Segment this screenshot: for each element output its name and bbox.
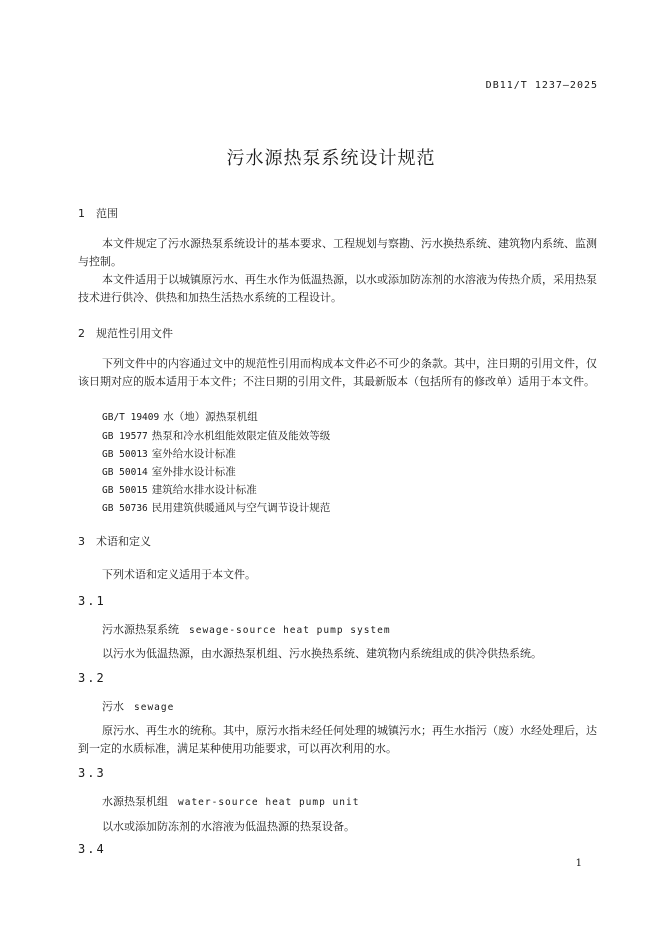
term-chinese: 污水源热泵系统 bbox=[102, 623, 179, 636]
reference-item bbox=[102, 409, 258, 424]
reference-code: GB 50015 bbox=[102, 485, 148, 496]
term-definition: 以水或添加防冻剂的水溶液为低温热源的热泵设备。 bbox=[102, 820, 355, 833]
section-title: 范围 bbox=[96, 207, 118, 220]
clause-number: 3.2 bbox=[78, 671, 106, 685]
term-chinese: 水源热泵机组 bbox=[102, 795, 168, 808]
scope-paragraph-1: 本文件规定了污水源热泵系统设计的基本要求、工程规划与察勘、污水换热系统、建筑物内系统、监测与控制。 bbox=[78, 237, 597, 268]
term-english: water-source heat pump unit bbox=[178, 797, 360, 808]
term-heading bbox=[102, 793, 359, 809]
term-english: sewage-source heat pump system bbox=[189, 625, 391, 636]
term-english: sewage bbox=[134, 702, 175, 713]
section-heading-terms bbox=[78, 533, 151, 549]
section-number: 1 bbox=[78, 207, 85, 220]
section-title: 术语和定义 bbox=[96, 535, 151, 548]
term-definition: 原污水、再生水的统称。其中，原污水指未经任何处理的城镇污水；再生水指污（废）水经处理后，达到一定的水质标准，满足某种使用功能要求，可以再次利用的水。 bbox=[78, 724, 597, 755]
section-number: 3 bbox=[78, 535, 85, 548]
reference-name: 民用建筑供暖通风与空气调节设计规范 bbox=[151, 502, 331, 514]
reference-name: 室外排水设计标准 bbox=[151, 466, 236, 478]
reference-item bbox=[102, 446, 236, 461]
reference-item bbox=[102, 428, 330, 443]
section-number: 2 bbox=[78, 327, 85, 340]
section-heading-normative bbox=[78, 325, 173, 341]
reference-name: 室外给水设计标准 bbox=[151, 448, 236, 460]
clause-number: 3.4 bbox=[78, 842, 106, 856]
reference-name: 建筑给水排水设计标准 bbox=[151, 484, 257, 496]
page-title: 污水源热泵系统设计规范 bbox=[226, 148, 436, 169]
clause-number: 3.1 bbox=[78, 594, 106, 608]
clause-number: 3.3 bbox=[78, 766, 106, 780]
reference-item bbox=[102, 464, 236, 479]
reference-code: GB/T 19409 bbox=[102, 412, 160, 423]
section-title: 规范性引用文件 bbox=[96, 327, 173, 340]
term-heading bbox=[102, 698, 174, 714]
reference-name: 水（地）源热泵机组 bbox=[163, 411, 258, 423]
reference-code: GB 19577 bbox=[102, 431, 148, 442]
reference-code: GB 50013 bbox=[102, 449, 148, 460]
term-definition: 以污水为低温热源，由水源热泵机组、污水换热系统、建筑物内系统组成的供冷供热系统。 bbox=[102, 647, 542, 660]
section-heading-scope bbox=[78, 205, 118, 221]
document-code: DB11/T 1237—2025 bbox=[485, 80, 598, 91]
term-heading bbox=[102, 621, 391, 637]
reference-code: GB 50736 bbox=[102, 503, 148, 514]
normative-intro: 下列文件中的内容通过文中的规范性引用而构成本文件必不可少的条款。其中，注日期的引用文件，仅该日期对应的版本适用于本文件；不注日期的引用文件，其最新版本（包括所有的修改单）适用于本文件。 bbox=[78, 357, 597, 388]
reference-name: 热泵和冷水机组能效限定值及能效等级 bbox=[151, 430, 331, 442]
reference-code: GB 50014 bbox=[102, 467, 148, 478]
terms-intro: 下列术语和定义适用于本文件。 bbox=[102, 568, 256, 581]
reference-item bbox=[102, 482, 257, 497]
term-chinese: 污水 bbox=[102, 700, 124, 713]
reference-item bbox=[102, 500, 330, 515]
page-number: 1 bbox=[575, 858, 582, 869]
scope-paragraph-2: 本文件适用于以城镇原污水、再生水作为低温热源，以水或添加防冻剂的水溶液为传热介质，采用热泵技术进行供冷、供热和加热生活热水系统的工程设计。 bbox=[78, 273, 597, 304]
